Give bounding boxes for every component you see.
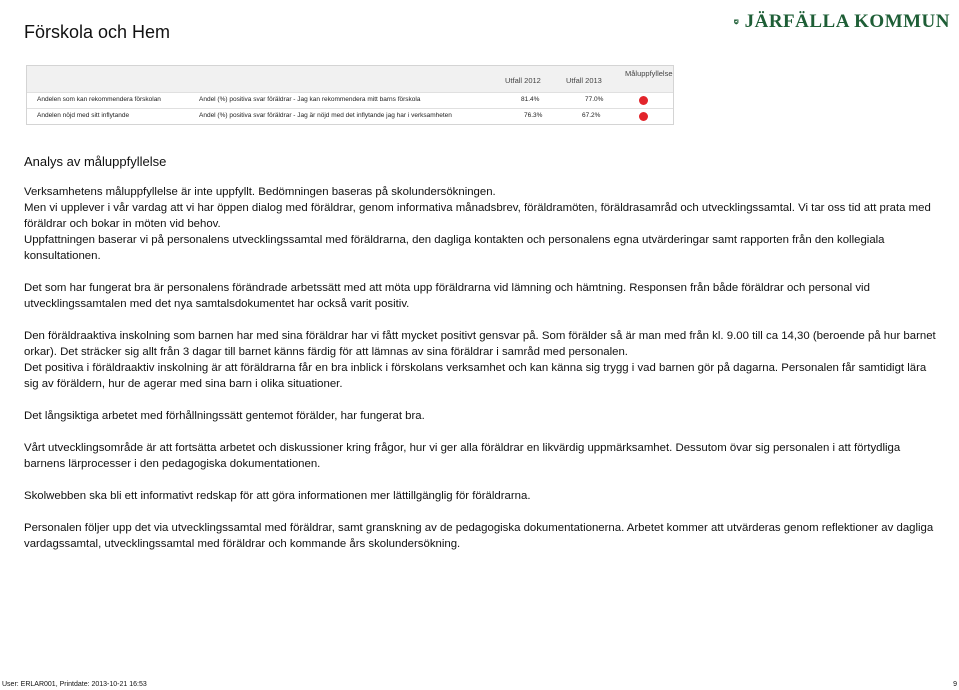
paragraph: Det som har fungerat bra är personalens förändrade arbetssätt med att möta upp föräldrarna vid lämning och hämtning. Responsen från både föräldrar och personal vid utvecklingssamtalen med det nya samtalsdokumentet har också varit positiv. <box>24 282 870 310</box>
paragraph: Men vi upplever i vår vardag att vi har öppen dialog med föräldrar, genom informativa månadsbrev, föräldramöten, föräldrasamråd och utvecklingssamtal. Vi tar oss tid att prata med föräldrar och bokar in möten vid behov. <box>24 202 931 230</box>
table-row <box>27 108 673 124</box>
kpi-description: Andel (%) positiva svar föräldrar - Jag är nöjd med det inflytande jag har i verksamheten <box>199 112 452 119</box>
kpi-value-2013: 77.0% <box>585 96 604 103</box>
paragraph: Vårt utvecklingsområde är att fortsätta arbetet och diskussioner kring frågor, hur vi ger alla föräldrar en likvärdig uppmärksamhet. Dessutom övar sig personalen i att förtydliga barnens lärprocesser i den pedagogiska dokumentationen. <box>24 442 901 470</box>
paragraph: Skolwebben ska bli ett informativt redskap för att göra informationen mer lättillgänglig för föräldrarna. <box>24 490 531 502</box>
kpi-description: Andel (%) positiva svar föräldrar - Jag kan rekommendera mitt barns förskola <box>199 96 421 103</box>
kpi-table <box>26 65 674 125</box>
coat-of-arms-icon <box>734 5 739 39</box>
paragraph: Verksamhetens måluppfyllelse är inte uppfyllt. Bedömningen baseras på skolundersökningen. <box>24 186 496 198</box>
header-maluppfyllelse: Måluppfyllelse <box>625 69 673 78</box>
kpi-name: Andelen som kan rekommendera förskolan <box>37 96 161 103</box>
logo-wordmark: JÄRFÄLLA KOMMUN <box>744 11 950 32</box>
status-red-dot-icon <box>639 96 648 105</box>
paragraph: Personalen följer upp det via utvecklingssamtal med föräldrar, samt granskning av de pedagogiska dokumentationerna. Arbetet kommer att utvärderas genom reflektioner av dagliga vardagssamtal, utvecklingssamtal med föräldrar och kommande års skolundersökning. <box>24 522 934 550</box>
footer-page-number: 9 <box>953 681 957 688</box>
analysis-heading: Analys av måluppfyllelse <box>24 154 167 169</box>
paragraph: Det långsiktiga arbetet med förhållningssätt gentemot förälder, har fungerat bra. <box>24 410 425 422</box>
jarfalla-kommun-logo <box>734 4 950 40</box>
header-utfall-2012: Utfall 2012 <box>505 76 541 85</box>
status-red-dot-icon <box>639 112 648 121</box>
analysis-body <box>24 184 936 552</box>
page-title: Förskola och Hem <box>24 22 171 42</box>
paragraph: Uppfattningen baserar vi på personalens utvecklingssamtal med föräldrarna, den dagliga kontakten och personalens egna utvärderingar samt rapporten från den kollegiala konsultationen. <box>24 234 885 262</box>
kpi-value-2012: 81.4% <box>521 96 540 103</box>
footer-print-info: User: ERLAR001, Printdate: 2013-10-21 16:53 <box>2 681 147 688</box>
kpi-name: Andelen nöjd med sitt inflytande <box>37 112 130 119</box>
paragraph: Den föräldraaktiva inskolning som barnen har med sina föräldrar har vi fått mycket positivt gensvar på. Som förälder så är man med från kl. 9.00 till ca 14,30 (beroende på hur barnet orkar). Det sträcker sig allt från 3 dagar till barnet känns färdig för att lämnas av sina föräldrar i samråd med personalen. <box>24 330 936 358</box>
header-utfall-2013: Utfall 2013 <box>566 76 602 85</box>
paragraph: Det positiva i föräldraaktiv inskolning är att föräldrarna får en bra inblick i förskolans verksamhet och kan känna sig trygg i vad barnen gör på dagarna. Personalen får samtidigt lära sig av föräldern, hur de agerar med sina barn i olika situationer. <box>24 362 927 390</box>
kpi-value-2013: 67.2% <box>582 112 601 119</box>
kpi-value-2012: 76.3% <box>524 112 543 119</box>
table-row <box>27 92 673 108</box>
